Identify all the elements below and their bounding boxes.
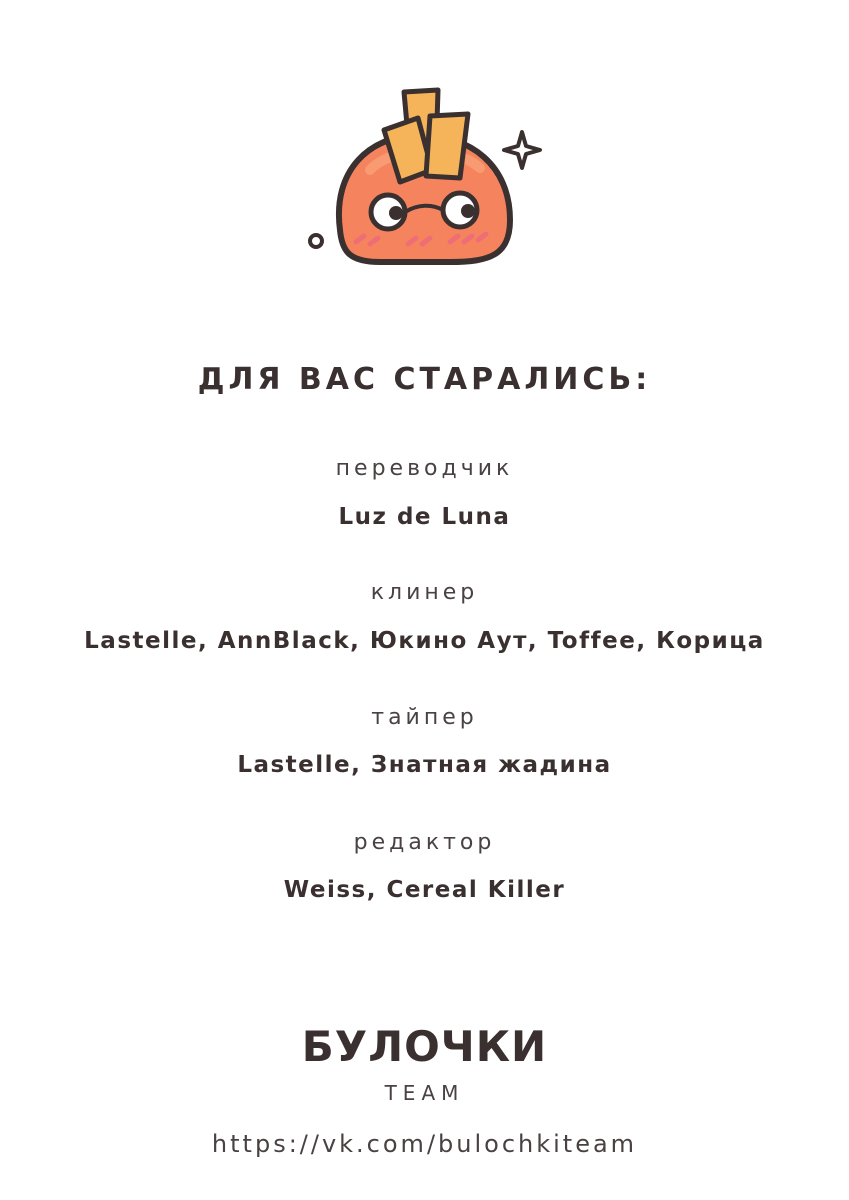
role-typesetter: тайпер: [371, 705, 478, 730]
names-cleaner: Lastelle, AnnBlack, Юкино Аут, Toffee, Корица: [84, 628, 765, 654]
team-subtitle: TEAM: [384, 1081, 465, 1105]
names-typesetter: Lastelle, Знатная жадина: [237, 752, 612, 778]
names-translator: Luz de Luna: [338, 504, 511, 530]
role-translator: переводчик: [335, 456, 514, 481]
team-name: БУЛОЧКИ: [301, 1022, 548, 1071]
team-url-link[interactable]: https://vk.com/bulochkiteam: [211, 1130, 638, 1158]
names-editor: Weiss, Cereal Killer: [283, 877, 566, 903]
credits-heading: ДЛЯ ВАС СТАРАЛИСЬ:: [197, 362, 652, 397]
bun-with-glasses-icon: [300, 80, 550, 280]
role-editor: редактор: [353, 830, 496, 855]
role-cleaner: клинер: [370, 580, 479, 605]
